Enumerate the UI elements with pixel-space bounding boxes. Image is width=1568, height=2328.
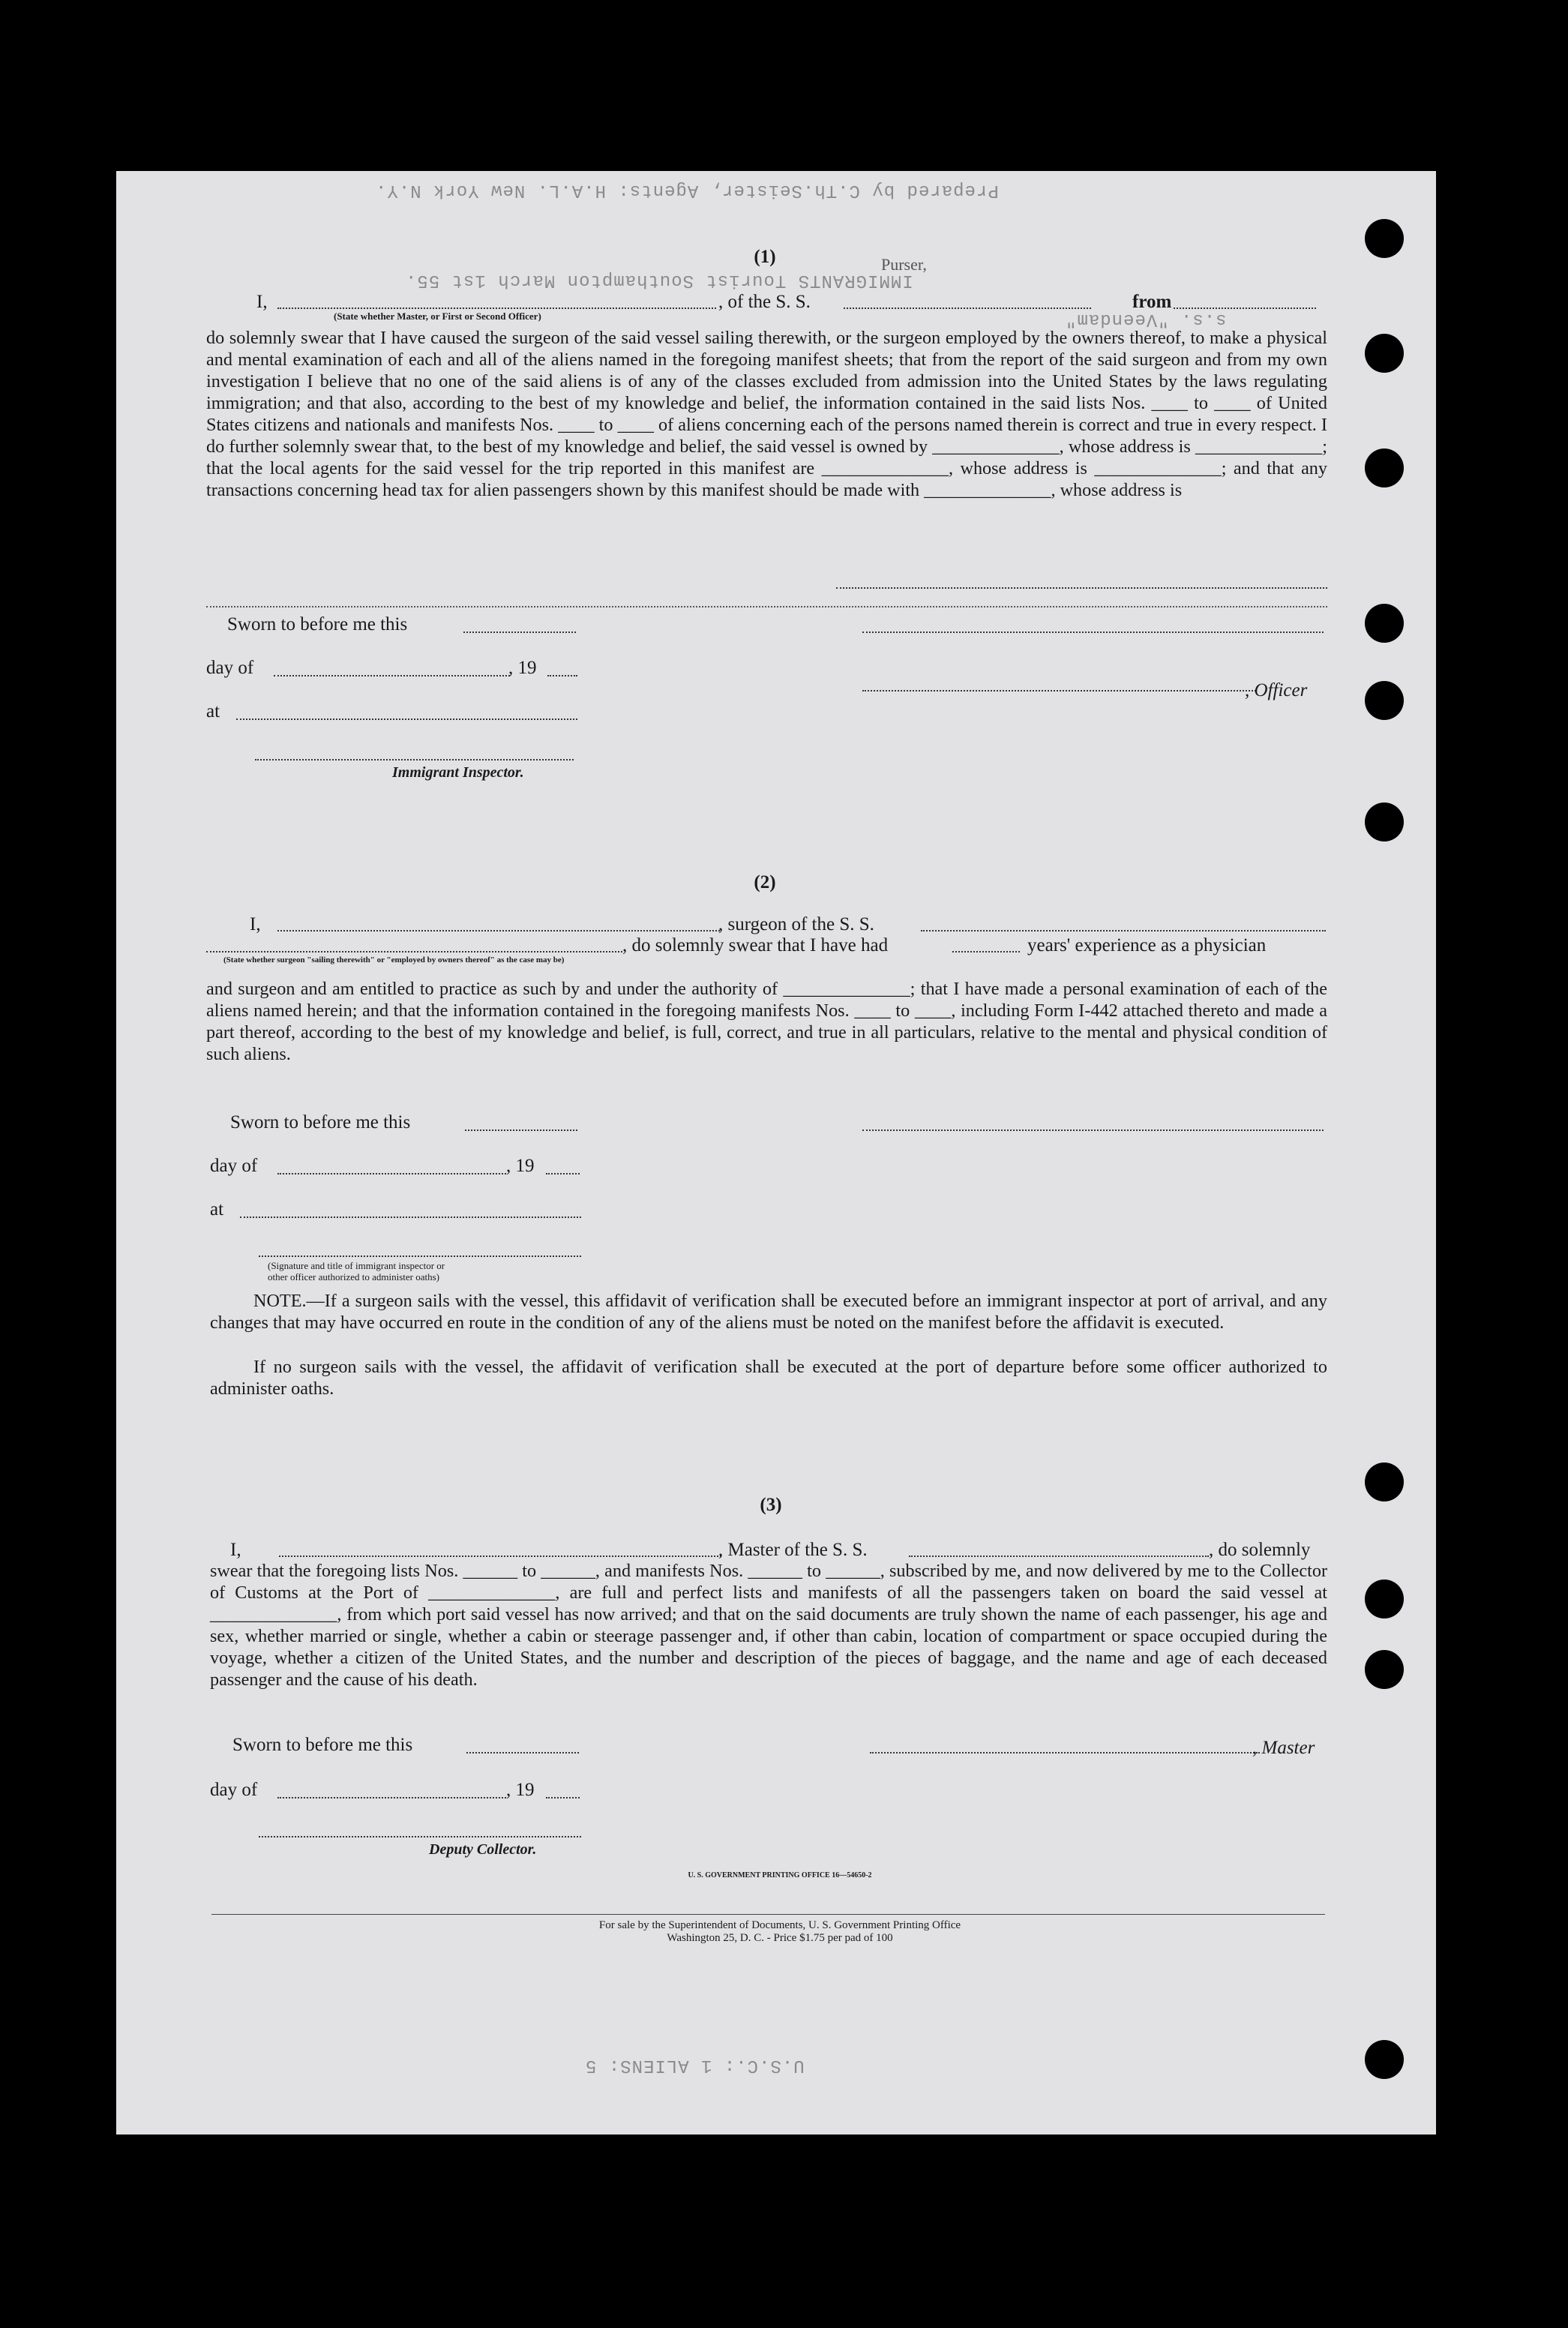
punch-hole <box>1365 802 1404 842</box>
bleed-through-header: Prepared by C.Th.Seister, Agents: H.A.L. New York N.Y. <box>375 180 999 200</box>
inspector-label: Immigrant Inspector. <box>392 764 524 781</box>
officer-name-line <box>277 308 716 309</box>
year-line-2 <box>546 1173 580 1174</box>
punch-hole <box>1365 1650 1404 1689</box>
bleed-through-line: IMMIGRANTS Tourist Southampton March 1st 55. <box>405 270 913 290</box>
section-1-oath-text: do solemnly swear that I have caused the surgeon of the said vessel sailing therewith, or the surgeon employed by the owners thereof, to make a physical and mental examination of each and all of the aliens named in the foregoing manifest sheets; that from the report of the said surgeon and from my own investigation I believe that no one of the said aliens is of any of the classes excluded from admission into the United States by the laws regulating immigration; and that also, according to the best of my knowledge and belief, the information contained in the said lists Nos. ____ to ____ of United States citizens and nationals and manifests Nos. ____ to ____ of aliens concerning each of the persons named therein is correct and true in every respect. I do further solemnly swear that, to the best of my knowledge and belief, the said vessel is owned by ______________, whose address is ______________; that the local agents for the said vessel for the trip reported in this manifest are ______________, whose address is ______________; and that any transactions concerning head tax for alien passengers shown by this manifest should be made with ______________, whose address is <box>206 328 1327 500</box>
surgeon-vessel-line <box>921 930 1326 932</box>
section-2-i-label: I, <box>250 914 261 934</box>
of-the-ss: , of the S. S. <box>718 292 811 312</box>
section-3-body: swear that the foregoing lists Nos. ______ to ______, and manifests Nos. ______ to ______, subscribed by me, and now delivered by me to the Collector of Customs at the Port of ______________, are full and perfect lists and manifests of all the passengers taken on board the said vessel at ______________, from which port said vessel has now arrived; and that on the said documents are truly shown the name of each passenger, his age and sex, whether married or single, whether a cabin or steerage passenger and, if other than cabin, location of compartment or space occupied during the voyage, whether a citizen of the United States, and the number and description of the pieces of baggage, and the name and age of each deceased passenger and the cause of his death. <box>210 1561 1327 1690</box>
punch-hole <box>1365 681 1404 720</box>
officer-caption: (State whether Master, or First or Second Officer) <box>334 310 541 322</box>
day-label-2: day of <box>210 1156 258 1176</box>
master-vessel-line <box>909 1556 1209 1557</box>
section-1-i-label: I, <box>256 292 268 312</box>
surgeon-name-line <box>277 930 720 932</box>
year-label-2: , 19 <box>506 1156 535 1176</box>
bleed-through-ship: s.s. "Veendam" <box>1065 309 1227 329</box>
signature-caption-1: (Signature and title of immigrant inspector or <box>268 1260 445 1271</box>
year-line-3 <box>546 1797 580 1798</box>
sworn-label-3: Sworn to before me this <box>232 1735 413 1755</box>
day-line-2 <box>277 1173 506 1174</box>
do-solemnly: , do solemnly <box>1209 1540 1311 1560</box>
punch-hole <box>1365 2040 1404 2079</box>
day-line-1 <box>274 675 510 676</box>
collector-sign-line <box>259 1836 581 1838</box>
officer-line <box>862 690 1256 692</box>
section-2-body: and surgeon and am entitled to practice as such by and under the authority of ______________; that I have made a personal examination of each of the aliens named herein; and that the information contained in the foregoing manifests Nos. ____ to ____, including Form I-442 attached thereto and made a part thereof, according to the best of my knowledge and belief, is full, correct, and true in all particulars, relative to the mental and physical condition of such aliens. <box>206 979 1327 1064</box>
day-line-3 <box>277 1797 506 1798</box>
sworn-line-1 <box>463 632 576 633</box>
day-label-1: day of <box>206 658 254 678</box>
officer-sign-line <box>862 632 1324 633</box>
sale-line-2: Washington 25, D. C. - Price $1.75 per pad of 100 <box>667 1932 893 1944</box>
note-2: If no surgeon sails with the vessel, the affidavit of verification shall be executed at the port of departure before some officer authorized to administer oaths. <box>210 1357 1327 1399</box>
year-label-1: , 19 <box>508 658 537 678</box>
signature-line-2 <box>259 1256 581 1257</box>
surgeon-status-line <box>206 951 622 952</box>
punch-hole <box>1365 1462 1404 1502</box>
at-line-2 <box>240 1216 581 1218</box>
master-of: , Master of the S. S. <box>718 1540 868 1560</box>
punch-hole <box>1365 448 1404 488</box>
signature-caption-2: other officer authorized to administer oaths) <box>268 1271 439 1282</box>
section-1-number: (1) <box>754 247 776 267</box>
sworn-line-2 <box>465 1130 577 1131</box>
from-label: from <box>1132 292 1172 312</box>
from-line <box>1174 308 1316 309</box>
handwritten-purser: Purser, <box>881 255 927 274</box>
section-2-number: (2) <box>754 872 776 892</box>
years-text: years' experience as a physician <box>1027 935 1267 956</box>
day-label-3: day of <box>210 1780 258 1800</box>
collector-label: Deputy Collector. <box>429 1841 537 1858</box>
at-label-1: at <box>206 701 220 722</box>
vessel-name-line <box>844 308 1091 309</box>
year-line-1 <box>547 675 577 676</box>
punch-hole <box>1365 219 1404 258</box>
sign-line-2 <box>862 1130 1324 1131</box>
surgeon-of: , surgeon of the S. S. <box>718 914 874 934</box>
printing-office-line: U. S. GOVERNMENT PRINTING OFFICE 16—54650-2 <box>688 1871 872 1880</box>
note-1: NOTE.—If a surgeon sails with the vessel, this affidavit of verification shall be executed before an immigrant inspector at port of arrival, and any changes that may have occurred en route in the condition of any of the aliens must be noted on the manifest before the affidavit is executed. <box>210 1291 1327 1333</box>
address-line <box>836 587 1327 589</box>
officer-label: , Officer <box>1245 680 1308 700</box>
punch-hole <box>1365 334 1404 373</box>
sworn-label-2: Sworn to before me this <box>230 1112 411 1132</box>
master-sign-line <box>870 1752 1260 1754</box>
punch-hole <box>1365 1580 1404 1618</box>
punch-hole <box>1365 604 1404 643</box>
sworn-label-1: Sworn to before me this <box>227 614 408 634</box>
footer-rule <box>211 1914 1325 1915</box>
section-3-i-label: I, <box>230 1540 241 1560</box>
inspector-sign-line <box>255 759 574 760</box>
master-name-line <box>279 1556 721 1557</box>
swear-text: , do solemnly swear that I have had <box>622 935 889 956</box>
rule <box>206 606 1327 608</box>
section-3-number: (3) <box>760 1495 782 1515</box>
sworn-line-3 <box>466 1752 579 1754</box>
master-label: , Master <box>1252 1738 1315 1758</box>
at-label-2: at <box>210 1199 224 1220</box>
year-label-3: , 19 <box>506 1780 535 1800</box>
surgeon-caption: (State whether surgeon "sailing therewith" or "employed by owners thereof" as the case may be) <box>223 956 565 964</box>
years-line <box>952 951 1020 952</box>
bleed-through-bottom: U.S.C.: 1 ALIENS: 5 <box>585 2055 805 2075</box>
sale-line-1: For sale by the Superintendent of Documents, U. S. Government Printing Office <box>598 1919 961 1931</box>
at-line-1 <box>236 718 577 720</box>
